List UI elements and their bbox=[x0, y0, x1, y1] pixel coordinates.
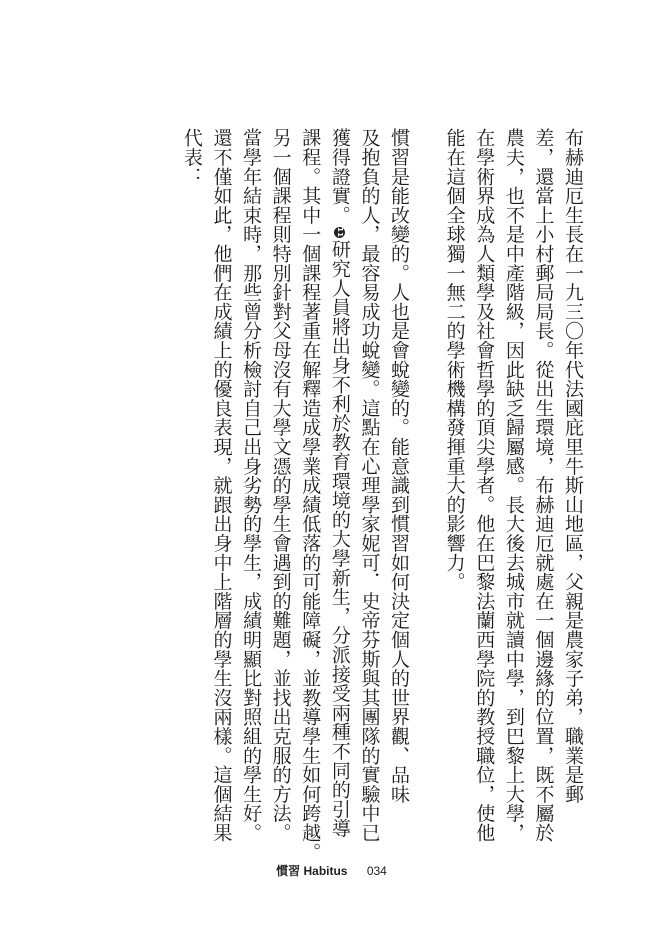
text-line: 布赫迪厄生長在一九三〇年代法國庇里牛斯山地區，父親是農家子弟，職業是郵 bbox=[562, 128, 584, 804]
page-number: 034 bbox=[366, 864, 387, 878]
text-line: 農夫，也不是中產階級，因此缺乏歸屬感。長大後去城市就讀中學，到巴黎上大學， bbox=[502, 128, 525, 843]
text-line: 能在這個全球獨一無二的學術機構發揮重大的影響力。 bbox=[443, 128, 466, 592]
paragraph-2 bbox=[176, 128, 413, 861]
vertical-text-block bbox=[176, 128, 587, 862]
page-footer bbox=[0, 862, 663, 879]
text-line: 在學術界成為人類學及社會哲學的頂尖學者。他在巴黎法蘭西學院的教授職位，使他 bbox=[473, 128, 496, 843]
endnote-marker[interactable]: 11 bbox=[335, 226, 344, 238]
text-line: 當學年結束時，那些曾分析檢討自己出身劣勢的學生，成績明顯比對照組的學生好。 bbox=[240, 128, 263, 843]
text-line: 課程。其中一個課程著重在解釋造成學業成績低落的可能障礙，並教導學生如何跨越。 bbox=[299, 128, 322, 862]
text-line: 另一個課程則特別針對父母沒有大學文憑的學生會遇到的難題，並找出克服的方法。 bbox=[269, 128, 292, 843]
text-line: 慣習是能改變的。人也是會蛻變的。能意識到慣習如何決定個人的世界觀、品味 bbox=[388, 128, 411, 804]
text-line: 及抱負的人，最容易成功蛻變。這點在心理學家妮可．史帝芬斯與其團隊的實驗中已 bbox=[358, 128, 381, 843]
text-line: 代表： bbox=[180, 128, 203, 186]
paragraph-1 bbox=[439, 128, 587, 842]
book-title: 慣習 Habitus bbox=[276, 864, 348, 878]
text-line: 差，還當上小村郵局局長。從出生環境，布赫迪厄就處在一個邊緣的位置，既不屬於 bbox=[532, 128, 555, 843]
text-segment: 獲得證實。 bbox=[328, 128, 351, 225]
text-line-with-note bbox=[324, 128, 354, 861]
text-line: 還不僅如此，他們在成績上的優良表現，就跟出身中上階層的學生沒兩樣。這個結果 bbox=[210, 128, 233, 843]
text-segment: 研究人員將出身不利於教育環境的大學新生，分派接受兩種不同的引導 bbox=[328, 239, 351, 838]
